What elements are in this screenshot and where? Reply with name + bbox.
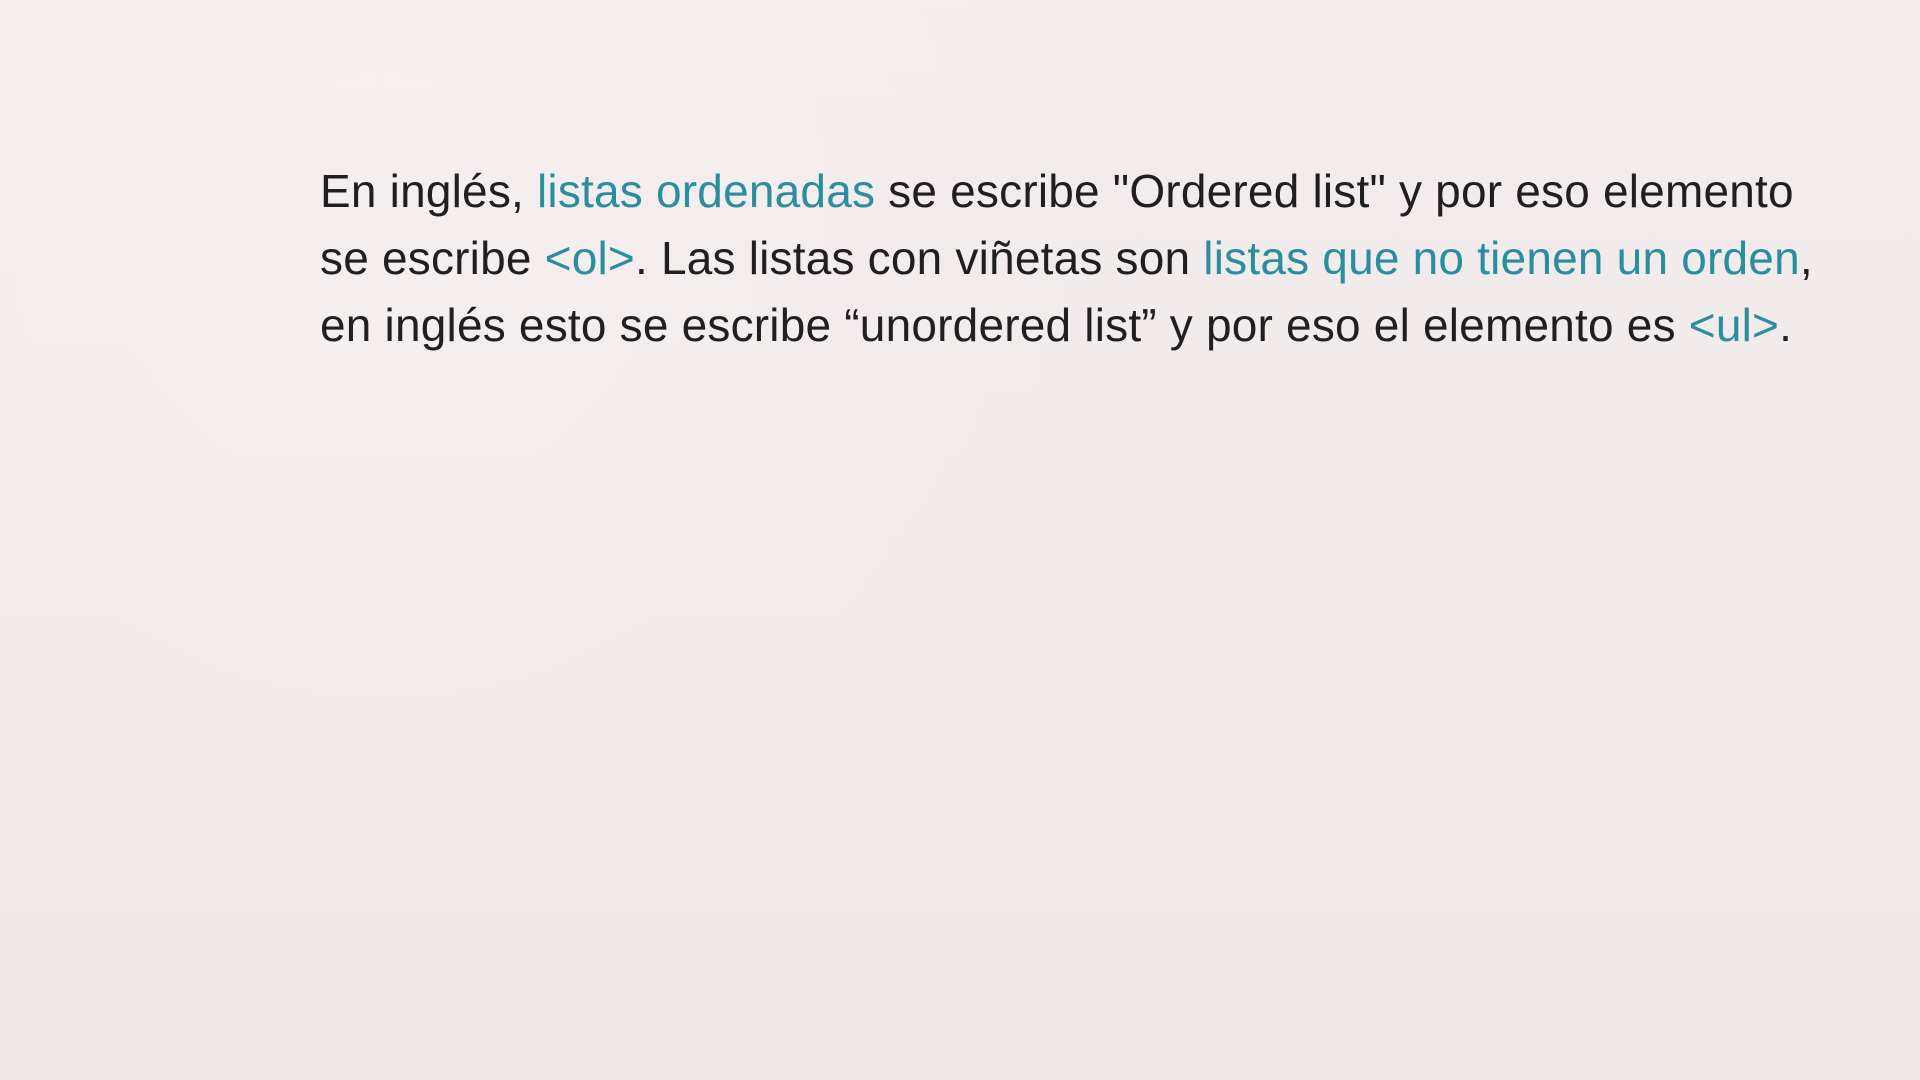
text-segment-1: En inglés, — [320, 165, 537, 217]
highlight-ol-tag: <ol> — [544, 232, 635, 284]
text-segment-2: se escribe "Ordered list" y por eso elemento se escribe — [320, 165, 1794, 284]
highlight-ul-tag: <ul> — [1688, 299, 1780, 351]
text-segment-3: . Las listas con viñetas son — [634, 232, 1204, 284]
highlight-ordered-lists: listas ordenadas — [537, 165, 876, 217]
highlight-unordered-lists: listas que no tienen un orden — [1203, 232, 1800, 284]
text-segment-4: , en inglés esto se escribe “unordered list” y por eso el elemento es — [320, 232, 1813, 351]
body-paragraph — [320, 158, 1845, 359]
text-segment-5: . — [1779, 299, 1793, 351]
